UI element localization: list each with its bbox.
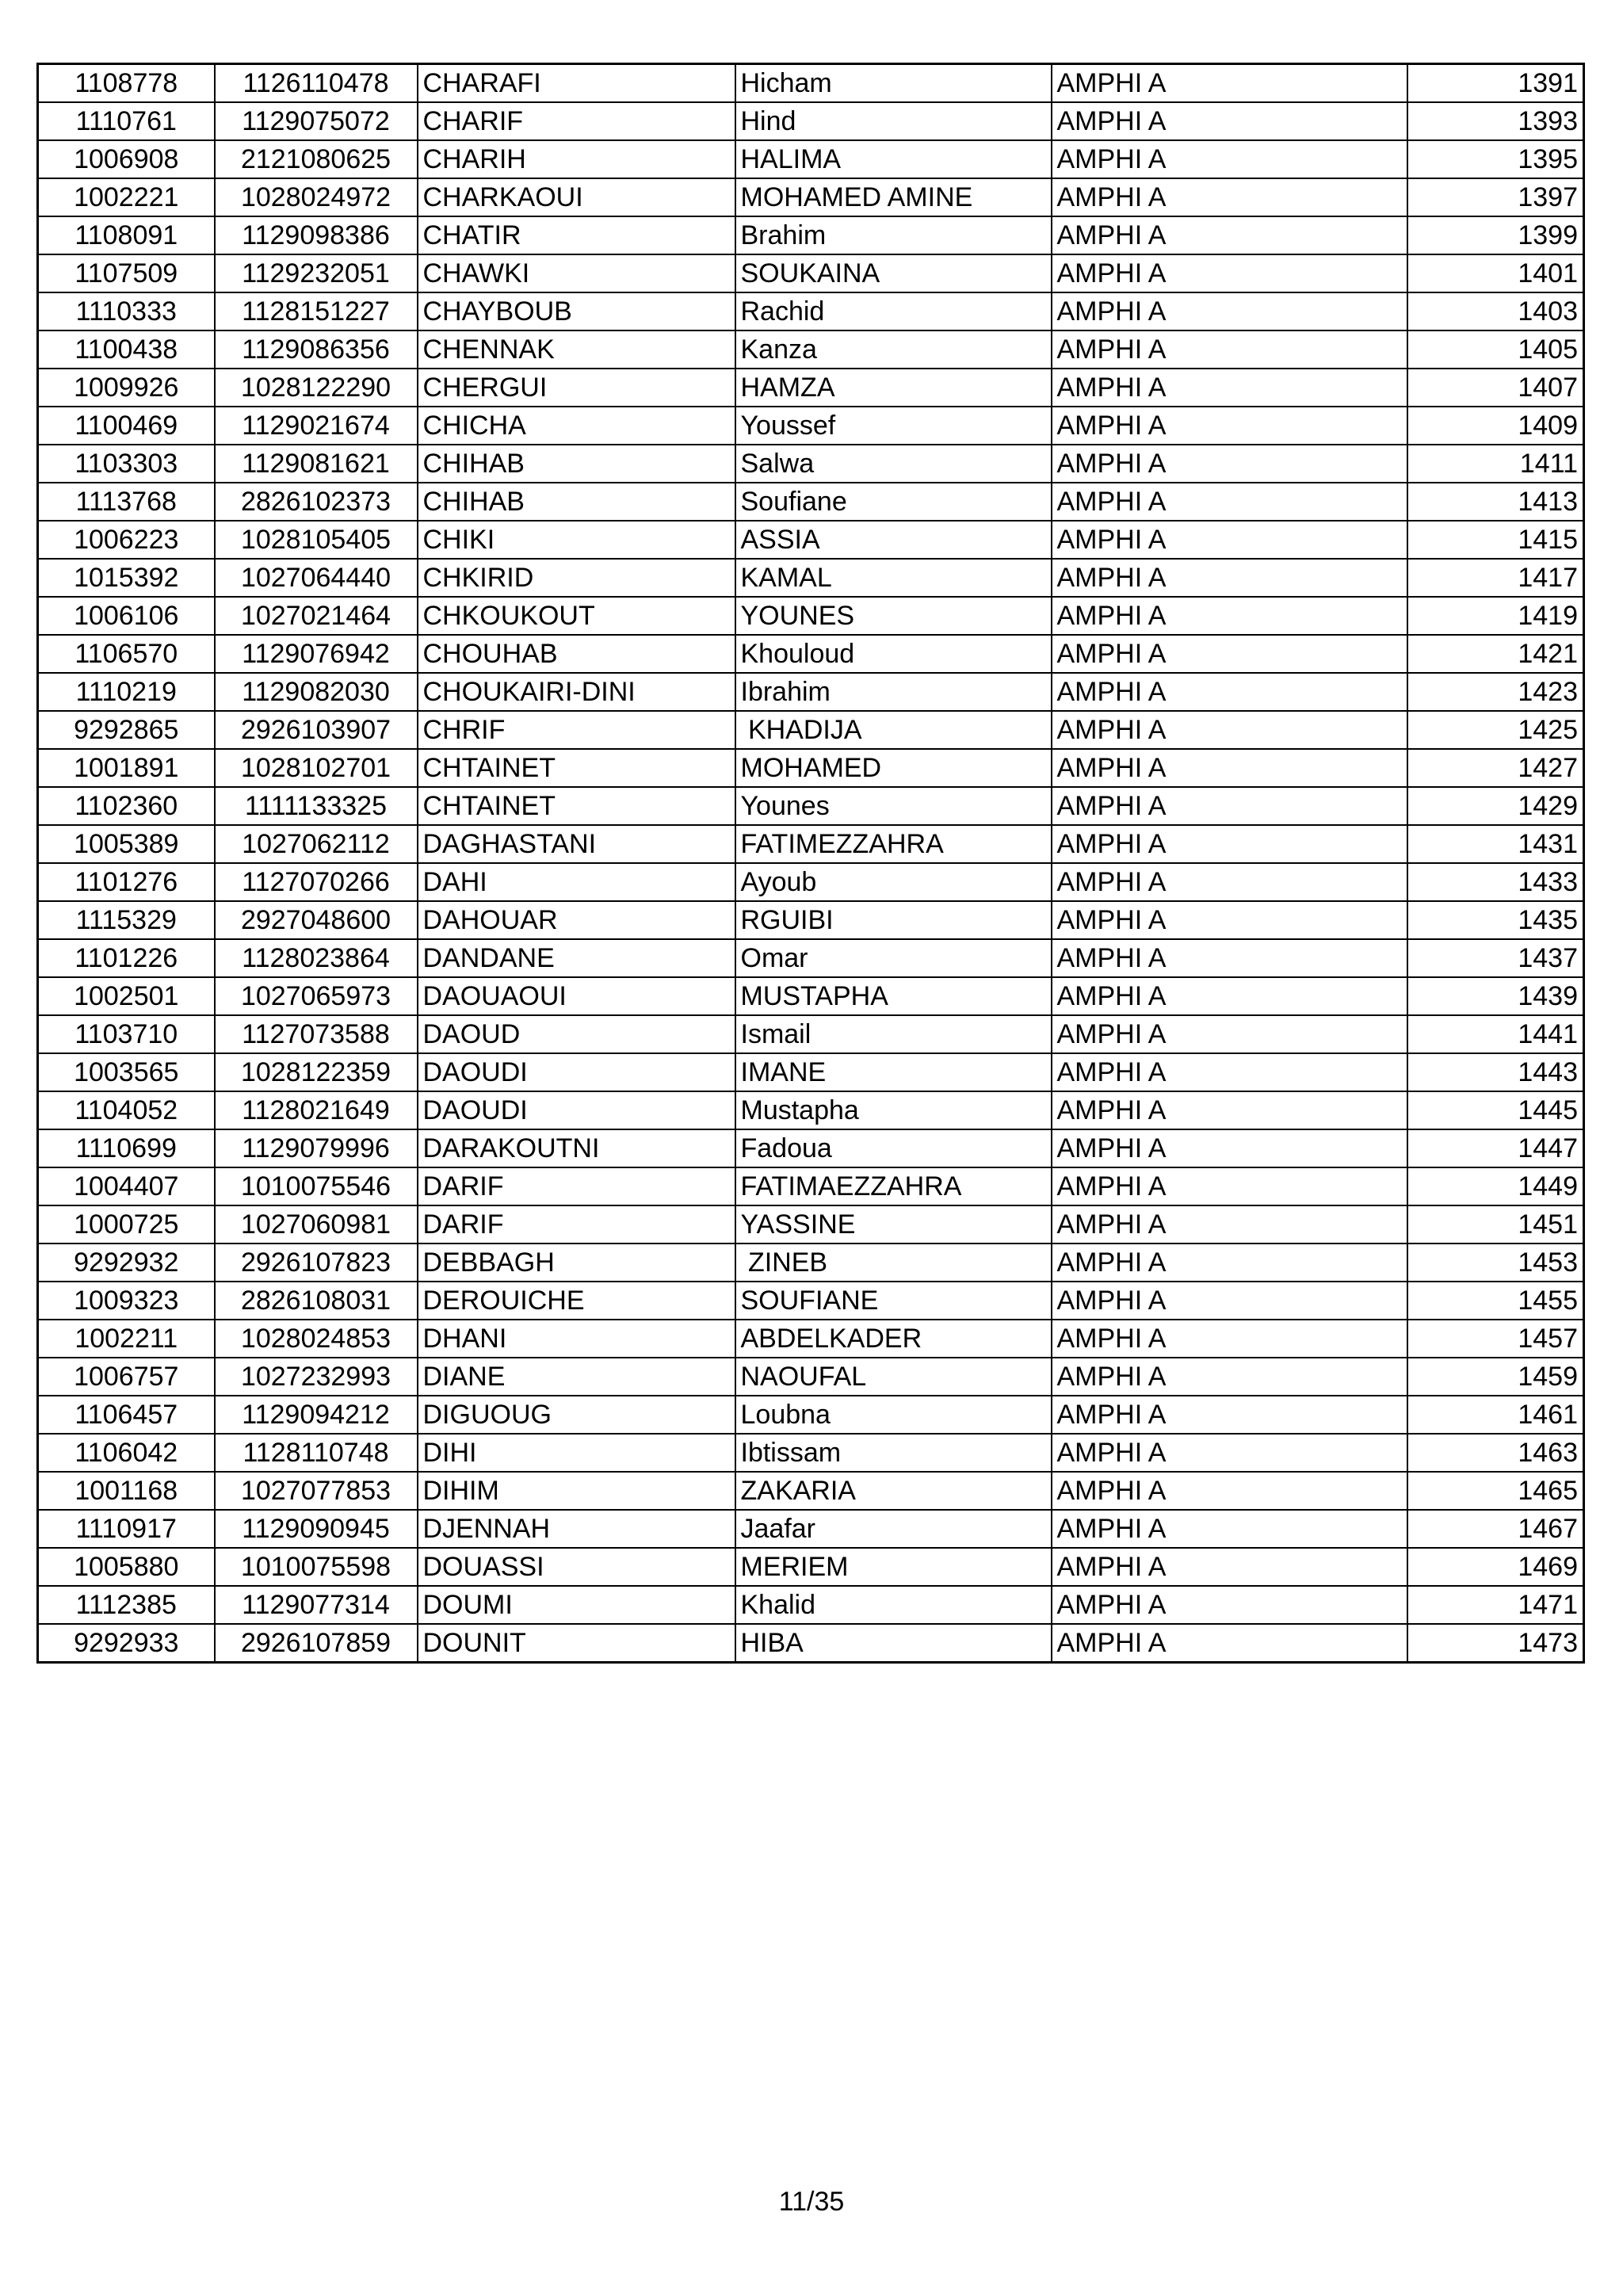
- last-name-cell: DAOUDI: [418, 1053, 735, 1091]
- last-name-cell: CHAYBOUB: [418, 292, 735, 330]
- table-row: [38, 216, 1584, 254]
- student-number-cell: 1002211: [38, 1320, 215, 1358]
- student-number-cell: 1001891: [38, 749, 215, 787]
- table-row: [38, 483, 1584, 521]
- first-name-cell: MOHAMED: [735, 749, 1052, 787]
- first-name-cell: MERIEM: [735, 1548, 1052, 1586]
- first-name-cell: Soufiane: [735, 483, 1052, 521]
- seat-number-cell: 1465: [1407, 1472, 1584, 1510]
- seat-number-cell: 1427: [1407, 749, 1584, 787]
- last-name-cell: CHICHA: [418, 407, 735, 445]
- national-id-cell: 1129086356: [215, 330, 418, 369]
- student-number-cell: 1101226: [38, 939, 215, 977]
- last-name-cell: CHKOUKOUT: [418, 597, 735, 635]
- room-cell: AMPHI A: [1052, 1396, 1407, 1434]
- seat-number-cell: 1421: [1407, 635, 1584, 673]
- student-number-cell: 1002221: [38, 178, 215, 216]
- table-row: [38, 977, 1584, 1015]
- seat-number-cell: 1399: [1407, 216, 1584, 254]
- seat-number-cell: 1457: [1407, 1320, 1584, 1358]
- national-id-cell: 1028024853: [215, 1320, 418, 1358]
- seat-number-cell: 1437: [1407, 939, 1584, 977]
- room-cell: AMPHI A: [1052, 1586, 1407, 1624]
- national-id-cell: 1010075546: [215, 1167, 418, 1205]
- seat-number-cell: 1471: [1407, 1586, 1584, 1624]
- table-row: [38, 521, 1584, 559]
- room-cell: AMPHI A: [1052, 1472, 1407, 1510]
- first-name-cell: Ismail: [735, 1015, 1052, 1053]
- last-name-cell: DAOUAOUI: [418, 977, 735, 1015]
- first-name-cell: ZINEB: [735, 1244, 1052, 1282]
- seat-number-cell: 1409: [1407, 407, 1584, 445]
- first-name-cell: ABDELKADER: [735, 1320, 1052, 1358]
- first-name-cell: Ibrahim: [735, 673, 1052, 711]
- student-number-cell: 1100438: [38, 330, 215, 369]
- first-name-cell: SOUFIANE: [735, 1282, 1052, 1320]
- seat-number-cell: 1449: [1407, 1167, 1584, 1205]
- table-row: [38, 711, 1584, 749]
- seat-number-cell: 1413: [1407, 483, 1584, 521]
- national-id-cell: 1128151227: [215, 292, 418, 330]
- first-name-cell: Ibtissam: [735, 1434, 1052, 1472]
- table-row: [38, 1624, 1584, 1663]
- room-cell: AMPHI A: [1052, 1548, 1407, 1586]
- student-number-cell: 1103710: [38, 1015, 215, 1053]
- student-number-cell: 1009926: [38, 369, 215, 407]
- student-number-cell: 1001168: [38, 1472, 215, 1510]
- room-cell: AMPHI A: [1052, 1205, 1407, 1244]
- seat-number-cell: 1435: [1407, 901, 1584, 939]
- room-cell: AMPHI A: [1052, 140, 1407, 178]
- first-name-cell: FATIMAEZZAHRA: [735, 1167, 1052, 1205]
- last-name-cell: CHARIH: [418, 140, 735, 178]
- seat-number-cell: 1453: [1407, 1244, 1584, 1282]
- page-number: 11/35: [778, 2187, 845, 2217]
- table-row: [38, 1129, 1584, 1167]
- table-row: [38, 254, 1584, 292]
- seat-number-cell: 1467: [1407, 1510, 1584, 1548]
- last-name-cell: CHIHAB: [418, 483, 735, 521]
- seat-number-cell: 1455: [1407, 1282, 1584, 1320]
- national-id-cell: 1126110478: [215, 64, 418, 103]
- room-cell: AMPHI A: [1052, 292, 1407, 330]
- national-id-cell: 1129082030: [215, 673, 418, 711]
- room-cell: AMPHI A: [1052, 635, 1407, 673]
- seat-number-cell: 1447: [1407, 1129, 1584, 1167]
- national-id-cell: 1028105405: [215, 521, 418, 559]
- last-name-cell: DIHI: [418, 1434, 735, 1472]
- student-number-cell: 1115329: [38, 901, 215, 939]
- table-row: [38, 330, 1584, 369]
- room-cell: AMPHI A: [1052, 787, 1407, 825]
- student-number-cell: 9292932: [38, 1244, 215, 1282]
- last-name-cell: DARIF: [418, 1205, 735, 1244]
- table-row: [38, 1167, 1584, 1205]
- student-number-cell: 1110917: [38, 1510, 215, 1548]
- room-cell: AMPHI A: [1052, 1129, 1407, 1167]
- student-number-cell: 9292933: [38, 1624, 215, 1663]
- room-cell: AMPHI A: [1052, 939, 1407, 977]
- room-cell: AMPHI A: [1052, 483, 1407, 521]
- seat-number-cell: 1459: [1407, 1358, 1584, 1396]
- first-name-cell: Hind: [735, 102, 1052, 140]
- room-cell: AMPHI A: [1052, 1053, 1407, 1091]
- first-name-cell: ASSIA: [735, 521, 1052, 559]
- student-number-cell: 1002501: [38, 977, 215, 1015]
- seat-number-cell: 1461: [1407, 1396, 1584, 1434]
- last-name-cell: CHIKI: [418, 521, 735, 559]
- table-row: [38, 369, 1584, 407]
- seat-number-cell: 1401: [1407, 254, 1584, 292]
- last-name-cell: CHOUKAIRI-DINI: [418, 673, 735, 711]
- student-number-cell: 1015392: [38, 559, 215, 597]
- national-id-cell: 1129079996: [215, 1129, 418, 1167]
- first-name-cell: YOUNES: [735, 597, 1052, 635]
- room-cell: AMPHI A: [1052, 1282, 1407, 1320]
- last-name-cell: DAOUDI: [418, 1091, 735, 1129]
- national-id-cell: 1027060981: [215, 1205, 418, 1244]
- last-name-cell: DOUMI: [418, 1586, 735, 1624]
- last-name-cell: DAHOUAR: [418, 901, 735, 939]
- room-cell: AMPHI A: [1052, 901, 1407, 939]
- first-name-cell: Loubna: [735, 1396, 1052, 1434]
- seat-number-cell: 1423: [1407, 673, 1584, 711]
- seat-number-cell: 1395: [1407, 140, 1584, 178]
- student-number-cell: 1110699: [38, 1129, 215, 1167]
- first-name-cell: Mustapha: [735, 1091, 1052, 1129]
- room-cell: AMPHI A: [1052, 407, 1407, 445]
- student-number-cell: 1005389: [38, 825, 215, 863]
- roster-body: [38, 64, 1584, 1663]
- national-id-cell: 1129098386: [215, 216, 418, 254]
- table-row: [38, 140, 1584, 178]
- last-name-cell: CHRIF: [418, 711, 735, 749]
- table-row: [38, 749, 1584, 787]
- last-name-cell: DHANI: [418, 1320, 735, 1358]
- national-id-cell: 1027077853: [215, 1472, 418, 1510]
- national-id-cell: 1027065973: [215, 977, 418, 1015]
- first-name-cell: Omar: [735, 939, 1052, 977]
- national-id-cell: 2826102373: [215, 483, 418, 521]
- table-row: [38, 939, 1584, 977]
- room-cell: AMPHI A: [1052, 1167, 1407, 1205]
- first-name-cell: ZAKARIA: [735, 1472, 1052, 1510]
- last-name-cell: DAOUD: [418, 1015, 735, 1053]
- last-name-cell: CHERGUI: [418, 369, 735, 407]
- table-row: [38, 1472, 1584, 1510]
- first-name-cell: Younes: [735, 787, 1052, 825]
- national-id-cell: 1129021674: [215, 407, 418, 445]
- first-name-cell: NAOUFAL: [735, 1358, 1052, 1396]
- last-name-cell: CHIHAB: [418, 445, 735, 483]
- seat-number-cell: 1429: [1407, 787, 1584, 825]
- national-id-cell: 2826108031: [215, 1282, 418, 1320]
- room-cell: AMPHI A: [1052, 1320, 1407, 1358]
- table-row: [38, 825, 1584, 863]
- seat-number-cell: 1393: [1407, 102, 1584, 140]
- room-cell: AMPHI A: [1052, 673, 1407, 711]
- national-id-cell: 1129090945: [215, 1510, 418, 1548]
- table-row: [38, 863, 1584, 901]
- seat-number-cell: 1463: [1407, 1434, 1584, 1472]
- first-name-cell: YASSINE: [735, 1205, 1052, 1244]
- seat-number-cell: 1445: [1407, 1091, 1584, 1129]
- room-cell: AMPHI A: [1052, 1510, 1407, 1548]
- national-id-cell: 1128110748: [215, 1434, 418, 1472]
- last-name-cell: DIANE: [418, 1358, 735, 1396]
- national-id-cell: 1028024972: [215, 178, 418, 216]
- table-row: [38, 407, 1584, 445]
- student-number-cell: 1106570: [38, 635, 215, 673]
- table-row: [38, 1510, 1584, 1548]
- national-id-cell: 2927048600: [215, 901, 418, 939]
- last-name-cell: CHENNAK: [418, 330, 735, 369]
- table-row: [38, 64, 1584, 103]
- student-number-cell: 1004407: [38, 1167, 215, 1205]
- room-cell: AMPHI A: [1052, 445, 1407, 483]
- last-name-cell: DAGHASTANI: [418, 825, 735, 863]
- student-number-cell: 1106042: [38, 1434, 215, 1472]
- first-name-cell: HALIMA: [735, 140, 1052, 178]
- last-name-cell: DOUNIT: [418, 1624, 735, 1663]
- seat-number-cell: 1397: [1407, 178, 1584, 216]
- seat-number-cell: 1405: [1407, 330, 1584, 369]
- national-id-cell: 1128021649: [215, 1091, 418, 1129]
- first-name-cell: Jaafar: [735, 1510, 1052, 1548]
- first-name-cell: IMANE: [735, 1053, 1052, 1091]
- table-row: [38, 673, 1584, 711]
- national-id-cell: 1129094212: [215, 1396, 418, 1434]
- table-row: [38, 787, 1584, 825]
- student-number-cell: 1003565: [38, 1053, 215, 1091]
- table-row: [38, 445, 1584, 483]
- table-row: [38, 1015, 1584, 1053]
- table-row: [38, 1396, 1584, 1434]
- national-id-cell: 1127070266: [215, 863, 418, 901]
- table-row: [38, 635, 1584, 673]
- student-number-cell: 1100469: [38, 407, 215, 445]
- first-name-cell: FATIMEZZAHRA: [735, 825, 1052, 863]
- room-cell: AMPHI A: [1052, 1358, 1407, 1396]
- last-name-cell: DANDANE: [418, 939, 735, 977]
- room-cell: AMPHI A: [1052, 64, 1407, 103]
- table-row: [38, 102, 1584, 140]
- last-name-cell: DIGUOUG: [418, 1396, 735, 1434]
- first-name-cell: Khouloud: [735, 635, 1052, 673]
- room-cell: AMPHI A: [1052, 1015, 1407, 1053]
- table-row: [38, 901, 1584, 939]
- table-row: [38, 292, 1584, 330]
- student-number-cell: 1110333: [38, 292, 215, 330]
- seat-number-cell: 1441: [1407, 1015, 1584, 1053]
- last-name-cell: CHTAINET: [418, 787, 735, 825]
- student-number-cell: 1000725: [38, 1205, 215, 1244]
- last-name-cell: DAHI: [418, 863, 735, 901]
- last-name-cell: DARAKOUTNI: [418, 1129, 735, 1167]
- national-id-cell: 1010075598: [215, 1548, 418, 1586]
- first-name-cell: KAMAL: [735, 559, 1052, 597]
- national-id-cell: 2926107823: [215, 1244, 418, 1282]
- national-id-cell: 1129232051: [215, 254, 418, 292]
- table-row: [38, 1205, 1584, 1244]
- room-cell: AMPHI A: [1052, 216, 1407, 254]
- table-row: [38, 1548, 1584, 1586]
- room-cell: AMPHI A: [1052, 102, 1407, 140]
- student-number-cell: 1108091: [38, 216, 215, 254]
- first-name-cell: Brahim: [735, 216, 1052, 254]
- last-name-cell: DJENNAH: [418, 1510, 735, 1548]
- first-name-cell: Salwa: [735, 445, 1052, 483]
- national-id-cell: 1129076942: [215, 635, 418, 673]
- first-name-cell: Kanza: [735, 330, 1052, 369]
- seat-number-cell: 1411: [1407, 445, 1584, 483]
- national-id-cell: 1129075072: [215, 102, 418, 140]
- student-number-cell: 1006223: [38, 521, 215, 559]
- national-id-cell: 2121080625: [215, 140, 418, 178]
- last-name-cell: CHKIRID: [418, 559, 735, 597]
- last-name-cell: CHTAINET: [418, 749, 735, 787]
- national-id-cell: 1027232993: [215, 1358, 418, 1396]
- first-name-cell: HAMZA: [735, 369, 1052, 407]
- student-number-cell: 1005880: [38, 1548, 215, 1586]
- last-name-cell: DOUASSI: [418, 1548, 735, 1586]
- national-id-cell: 2926107859: [215, 1624, 418, 1663]
- table-row: [38, 1244, 1584, 1282]
- table-row: [38, 1091, 1584, 1129]
- student-number-cell: 1102360: [38, 787, 215, 825]
- room-cell: AMPHI A: [1052, 1434, 1407, 1472]
- seat-number-cell: 1433: [1407, 863, 1584, 901]
- national-id-cell: 1028122290: [215, 369, 418, 407]
- table-row: [38, 1053, 1584, 1091]
- room-cell: AMPHI A: [1052, 977, 1407, 1015]
- room-cell: AMPHI A: [1052, 825, 1407, 863]
- first-name-cell: Khalid: [735, 1586, 1052, 1624]
- student-roster-table: [36, 63, 1585, 1664]
- last-name-cell: CHAWKI: [418, 254, 735, 292]
- table-row: [38, 597, 1584, 635]
- room-cell: AMPHI A: [1052, 1624, 1407, 1663]
- first-name-cell: HIBA: [735, 1624, 1052, 1663]
- seat-number-cell: 1403: [1407, 292, 1584, 330]
- first-name-cell: Hicham: [735, 64, 1052, 103]
- last-name-cell: DEBBAGH: [418, 1244, 735, 1282]
- seat-number-cell: 1469: [1407, 1548, 1584, 1586]
- last-name-cell: DEROUICHE: [418, 1282, 735, 1320]
- national-id-cell: 1128023864: [215, 939, 418, 977]
- room-cell: AMPHI A: [1052, 330, 1407, 369]
- first-name-cell: Rachid: [735, 292, 1052, 330]
- last-name-cell: DIHIM: [418, 1472, 735, 1510]
- seat-number-cell: 1473: [1407, 1624, 1584, 1663]
- room-cell: AMPHI A: [1052, 711, 1407, 749]
- room-cell: AMPHI A: [1052, 521, 1407, 559]
- first-name-cell: KHADIJA: [735, 711, 1052, 749]
- table-row: [38, 1434, 1584, 1472]
- seat-number-cell: 1415: [1407, 521, 1584, 559]
- seat-number-cell: 1443: [1407, 1053, 1584, 1091]
- table-row: [38, 1282, 1584, 1320]
- table-row: [38, 178, 1584, 216]
- room-cell: AMPHI A: [1052, 559, 1407, 597]
- national-id-cell: 1129077314: [215, 1586, 418, 1624]
- student-number-cell: 1103303: [38, 445, 215, 483]
- student-number-cell: 1101276: [38, 863, 215, 901]
- seat-number-cell: 1439: [1407, 977, 1584, 1015]
- table-row: [38, 1358, 1584, 1396]
- student-number-cell: 1110761: [38, 102, 215, 140]
- first-name-cell: MOHAMED AMINE: [735, 178, 1052, 216]
- last-name-cell: CHATIR: [418, 216, 735, 254]
- student-number-cell: 1006757: [38, 1358, 215, 1396]
- student-number-cell: 1108778: [38, 64, 215, 103]
- room-cell: AMPHI A: [1052, 749, 1407, 787]
- seat-number-cell: 1417: [1407, 559, 1584, 597]
- national-id-cell: 1111133325: [215, 787, 418, 825]
- first-name-cell: Youssef: [735, 407, 1052, 445]
- seat-number-cell: 1451: [1407, 1205, 1584, 1244]
- first-name-cell: MUSTAPHA: [735, 977, 1052, 1015]
- student-number-cell: 9292865: [38, 711, 215, 749]
- seat-number-cell: 1391: [1407, 64, 1584, 103]
- national-id-cell: 1129081621: [215, 445, 418, 483]
- room-cell: AMPHI A: [1052, 863, 1407, 901]
- room-cell: AMPHI A: [1052, 369, 1407, 407]
- student-number-cell: 1107509: [38, 254, 215, 292]
- table-row: [38, 559, 1584, 597]
- student-number-cell: 1006106: [38, 597, 215, 635]
- room-cell: AMPHI A: [1052, 178, 1407, 216]
- last-name-cell: CHARAFI: [418, 64, 735, 103]
- national-id-cell: 1027062112: [215, 825, 418, 863]
- first-name-cell: Ayoub: [735, 863, 1052, 901]
- table-row: [38, 1586, 1584, 1624]
- student-number-cell: 1110219: [38, 673, 215, 711]
- room-cell: AMPHI A: [1052, 1091, 1407, 1129]
- seat-number-cell: 1407: [1407, 369, 1584, 407]
- student-number-cell: 1106457: [38, 1396, 215, 1434]
- seat-number-cell: 1431: [1407, 825, 1584, 863]
- first-name-cell: RGUIBI: [735, 901, 1052, 939]
- student-number-cell: 1104052: [38, 1091, 215, 1129]
- first-name-cell: SOUKAINA: [735, 254, 1052, 292]
- student-number-cell: 1009323: [38, 1282, 215, 1320]
- student-number-cell: 1113768: [38, 483, 215, 521]
- last-name-cell: DARIF: [418, 1167, 735, 1205]
- last-name-cell: CHOUHAB: [418, 635, 735, 673]
- national-id-cell: 1127073588: [215, 1015, 418, 1053]
- national-id-cell: 1027064440: [215, 559, 418, 597]
- seat-number-cell: 1419: [1407, 597, 1584, 635]
- last-name-cell: CHARIF: [418, 102, 735, 140]
- seat-number-cell: 1425: [1407, 711, 1584, 749]
- room-cell: AMPHI A: [1052, 597, 1407, 635]
- room-cell: AMPHI A: [1052, 254, 1407, 292]
- student-number-cell: 1112385: [38, 1586, 215, 1624]
- room-cell: AMPHI A: [1052, 1244, 1407, 1282]
- table-row: [38, 1320, 1584, 1358]
- student-number-cell: 1006908: [38, 140, 215, 178]
- national-id-cell: 1027021464: [215, 597, 418, 635]
- first-name-cell: Fadoua: [735, 1129, 1052, 1167]
- national-id-cell: 1028102701: [215, 749, 418, 787]
- last-name-cell: CHARKAOUI: [418, 178, 735, 216]
- national-id-cell: 1028122359: [215, 1053, 418, 1091]
- national-id-cell: 2926103907: [215, 711, 418, 749]
